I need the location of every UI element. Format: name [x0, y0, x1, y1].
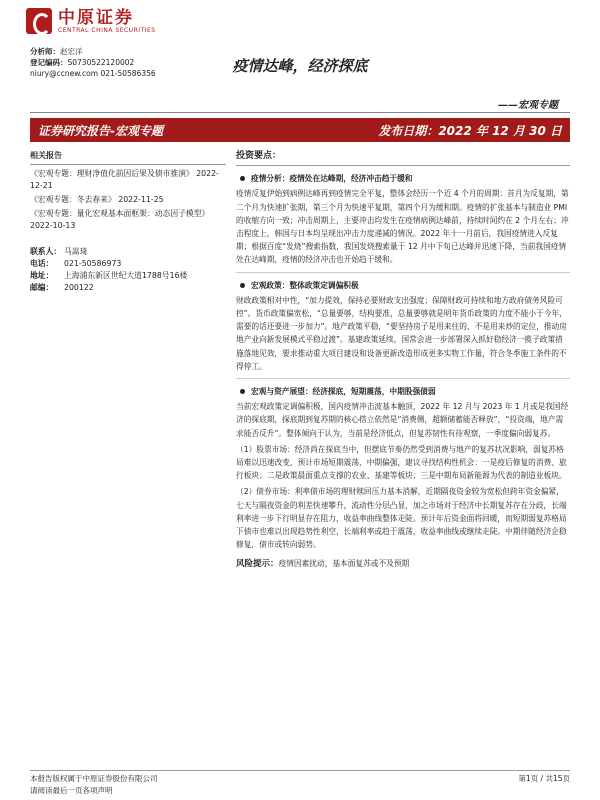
contact-block — [30, 246, 226, 294]
paragraph-policy: 财政政策相对中性，“加力提效，保持必要财政支出强度；保障财政可持续和地方政府债务风险可控”。货币政策偏宽松，“总量要够，结构要准，总量要够就是明年货币政策的力度不能小于今年，需要的话还要进一步加力”。地产政策平稳，“要坚持房子是用来住的、不是用来炒的定位，推动房地产业向新发展模式平稳过渡”。基建政策延续，国常会进一步部署深入抓好稳经济一揽子政策措施落地见效，要求推动重大项目建设和设备更新改造形成更多实物工作量，符合冬季施工条件的不得停工。 — [236, 295, 567, 371]
page-title: 疫情达峰，经济探底 — [232, 57, 368, 75]
copyright-text: 本报告版权属于中原证券股份有限公司 — [30, 774, 158, 783]
paragraph-outlook: 当前宏观政策定调偏积极，国内疫情冲击波基本触顶，2022 年 12 月与 2023 年 1 月或是我国经济的探底期，探底期到复苏期的核心搭立依然是“消费侧，超额储蓄能否释放”，“投资端，地产需求能否反升”。整体倾向于认为，当前是经济低点，但复苏韧性有待观察，一季度偏向弱复苏。 — [236, 402, 569, 438]
contact-key: 地址： — [30, 271, 54, 280]
bullet-icon — [240, 176, 245, 181]
section-heading-epidemic — [236, 172, 570, 185]
disclaimer-link[interactable]: 请阅读最后一页各项声明 — [30, 786, 113, 795]
section-heading-text: 宏观与资产展望：经济探底，短期震荡，中期股强债弱 — [251, 387, 436, 397]
contact-key: 联系人： — [30, 247, 62, 256]
contact-value: 200122 — [64, 283, 94, 292]
contact-key: 电话： — [30, 259, 54, 268]
contact-row — [30, 282, 226, 294]
risk-warning — [236, 557, 570, 571]
bullet-icon — [240, 283, 245, 288]
contact-value: 马嵩琦 — [64, 247, 88, 256]
logo-cn-text: 中原证券 — [58, 7, 134, 28]
related-report-2[interactable]: 《宏观专题：冬去春来》 2022-11-25 — [30, 195, 164, 204]
sidebar — [30, 150, 226, 294]
contact-key: 邮编： — [30, 283, 54, 292]
logo-en-text: CENTRAL CHINA SECURITIES — [58, 26, 156, 34]
section-heading-text: 宏观政策：整体政策定调偏积极 — [251, 280, 359, 290]
analyst-name: 赵宏洋 — [60, 47, 83, 56]
page-footer — [30, 770, 570, 797]
report-banner — [30, 118, 570, 142]
divider — [236, 272, 570, 273]
divider — [236, 378, 570, 379]
section-heading-text: 疫情分析：疫情处在达峰期，经济冲击趋于缓和 — [251, 174, 413, 184]
paragraph-equity: （1）股票市场：经济尚在探底当中，但摆底节奏仍然受到消费与地产的复苏状况影响，弱复苏格局难以迅速改变，预计市场短期震荡，中期偏强，建议寻找结构性机会：一是疫后修复的消费、旅行板块；二是政策晨面重点支撑的农业、基建等板块；三是中期布局新能源为代表的制造业板块。 — [236, 444, 567, 481]
bullet-icon — [240, 389, 245, 394]
related-report-1[interactable]: 《宏观专题：理财净值化前因后果及债市推演》 2022-12-21 — [30, 169, 219, 190]
related-reports-title: 相关报告 — [30, 150, 226, 165]
risk-label: 风险提示： — [236, 559, 279, 570]
analyst-label: 分析师： — [30, 47, 60, 56]
analyst-contact: niury@ccnew.com 021-50586356 — [30, 69, 156, 78]
report-series: ——宏观专题 — [498, 100, 558, 111]
page-number: 第1页 / 共15页 — [518, 774, 570, 783]
contact-row — [30, 258, 226, 270]
contact-value: 上海浦东新区世纪大道1788号16楼 — [64, 271, 188, 280]
banner-date: 发布日期：2022 年 12 月 30 日 — [378, 123, 562, 138]
banner-category: 证券研究报告-宏观专题 — [38, 123, 163, 138]
section-heading-policy — [236, 279, 570, 292]
divider — [30, 112, 570, 113]
contact-row — [30, 270, 226, 282]
logo-mark-icon — [26, 8, 52, 34]
paragraph-bond: （2）债券市场：利率债市场的理财赎回压力基本消解，近期隔夜资金较为宽松但跨年资金偏紧，七天与隔夜资金的利差快速攀升，流动性分层凸显，加之市场对于经济中长期复苏存在分歧，长端利率进一步下行明显存在阻力，收益率曲线整体走陡。预计年后资金面将回暖，而短期弱复苏格局下债市也难以出现趋势性利空，长端利率或趋于震荡，收益率曲线或继续走陡。中期伴随经济企稳修复，债市或转向弱势。 — [236, 487, 567, 550]
reg-label: 登记编码： — [30, 58, 68, 67]
company-logo — [26, 8, 156, 34]
related-report-3[interactable]: 《宏观专题：量化宏观基本面框架：动态因子模型》 2022-10-13 — [30, 209, 210, 230]
investment-points-title: 投资要点： — [236, 150, 570, 166]
contact-row — [30, 246, 226, 258]
main-content — [236, 150, 570, 572]
reg-code: S0730522120002 — [67, 58, 135, 67]
contact-value: 021-50586973 — [64, 259, 122, 268]
risk-text: 疫情因素扰动，基本面复苏或不及预期 — [278, 559, 410, 569]
paragraph-epidemic: 疫情反复伊始到病例达峰再到疫情完全平复，整体会经历一个近 4 个月的周期：首月为反复期，第二个月为快速扩张期，第三个月为快速平复期，第四个月为缓和期。疫情的扩张基本与制造业 PMI 的收缩方向一致；冲击周期上，主要冲击均发生在疫情病例达峰前，持续时间约在 2 个月左右；冲击程度上，韩国与日本均呈现出冲击力度递减的情况。2022 年十一月前后，我国疫情进入反复期；根据百度“发烧”搜索指数，我国发烧搜索量于 12 月中下旬已达峰并迅速下降，当前我国疫情处在达峰期，疫情的经济冲击也开始趋于缓和。 — [236, 189, 569, 265]
section-heading-outlook — [236, 385, 570, 398]
